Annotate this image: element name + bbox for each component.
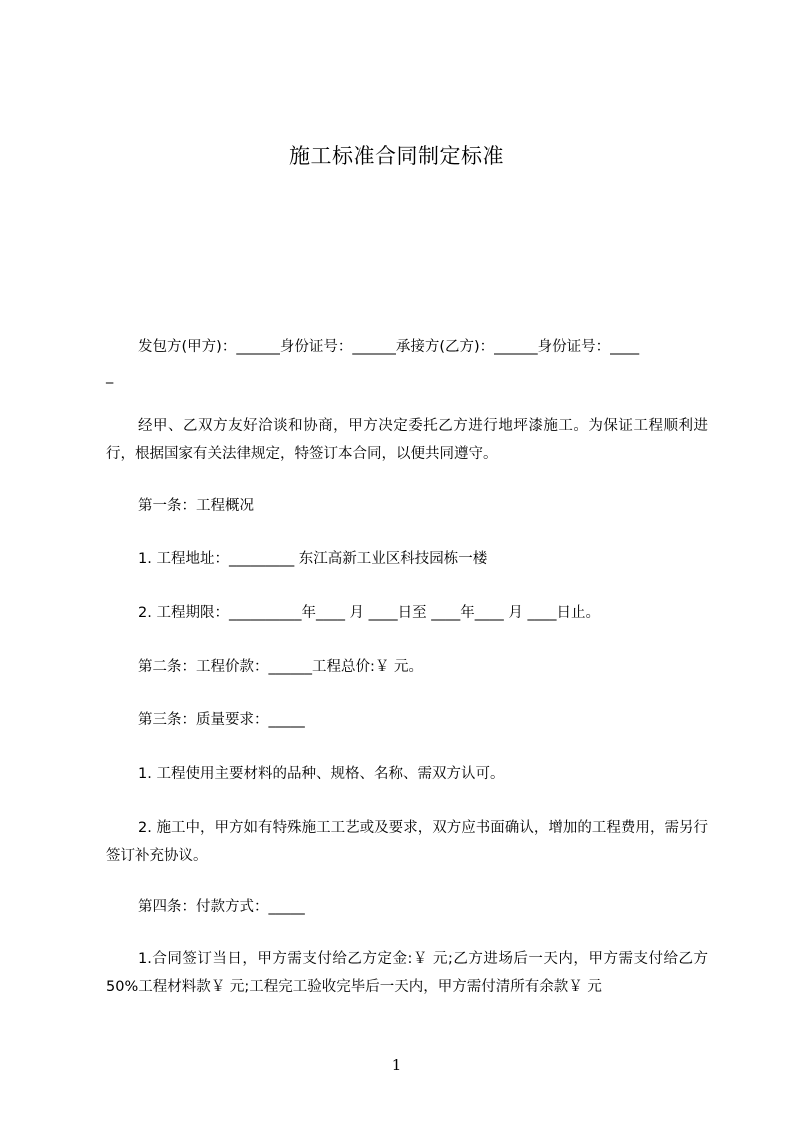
intro-paragraph: 经甲、乙双方友好洽谈和协商，甲方决定委托乙方进行地坪漆施工。为保证工程顺利进行，根据国家有关法律规定，特签订本合同，以便共同遵守。 bbox=[106, 418, 708, 462]
article1-item-address: 1. 工程地址：_________ 东江高新工业区科技园栋一楼 bbox=[138, 551, 488, 567]
parties-line-continuation: _ bbox=[106, 368, 114, 384]
parties-line: 发包方(甲方)：______身份证号：______承接方(乙方)：______身份证号：____ bbox=[138, 339, 640, 355]
article4-heading: 第四条：付款方式：_____ bbox=[138, 899, 305, 915]
article3-item-materials: 1. 工程使用主要材料的品种、规格、名称、需双方认可。 bbox=[138, 766, 505, 782]
page-number: 1 bbox=[391, 1056, 402, 1074]
article3-item-special-requirements: 2. 施工中，甲方如有特殊施工工艺或及要求，双方应书面确认，增加的工程费用，需另行签订补充协议。 bbox=[106, 820, 708, 864]
article2-heading: 第二条：工程价款：______工程总价:￥ 元。 bbox=[138, 659, 423, 675]
article1-heading: 第一条：工程概况 bbox=[138, 498, 254, 514]
article3-heading: 第三条：质量要求：_____ bbox=[138, 712, 305, 728]
article1-item-period: 2. 工程期限：__________年____ 月 ____日至 ____年____ 月 ____日止。 bbox=[138, 605, 600, 621]
article4-item-payment: 1.合同签订当日，甲方需支付给乙方定金:￥ 元;乙方进场后一天内，甲方需支付给乙方 50%工程材料款￥ 元;工程完工验收完毕后一天内，甲方需付清所有余款￥ 元 bbox=[106, 951, 708, 995]
document-title: 施工标准合同制定标准 bbox=[289, 144, 504, 168]
